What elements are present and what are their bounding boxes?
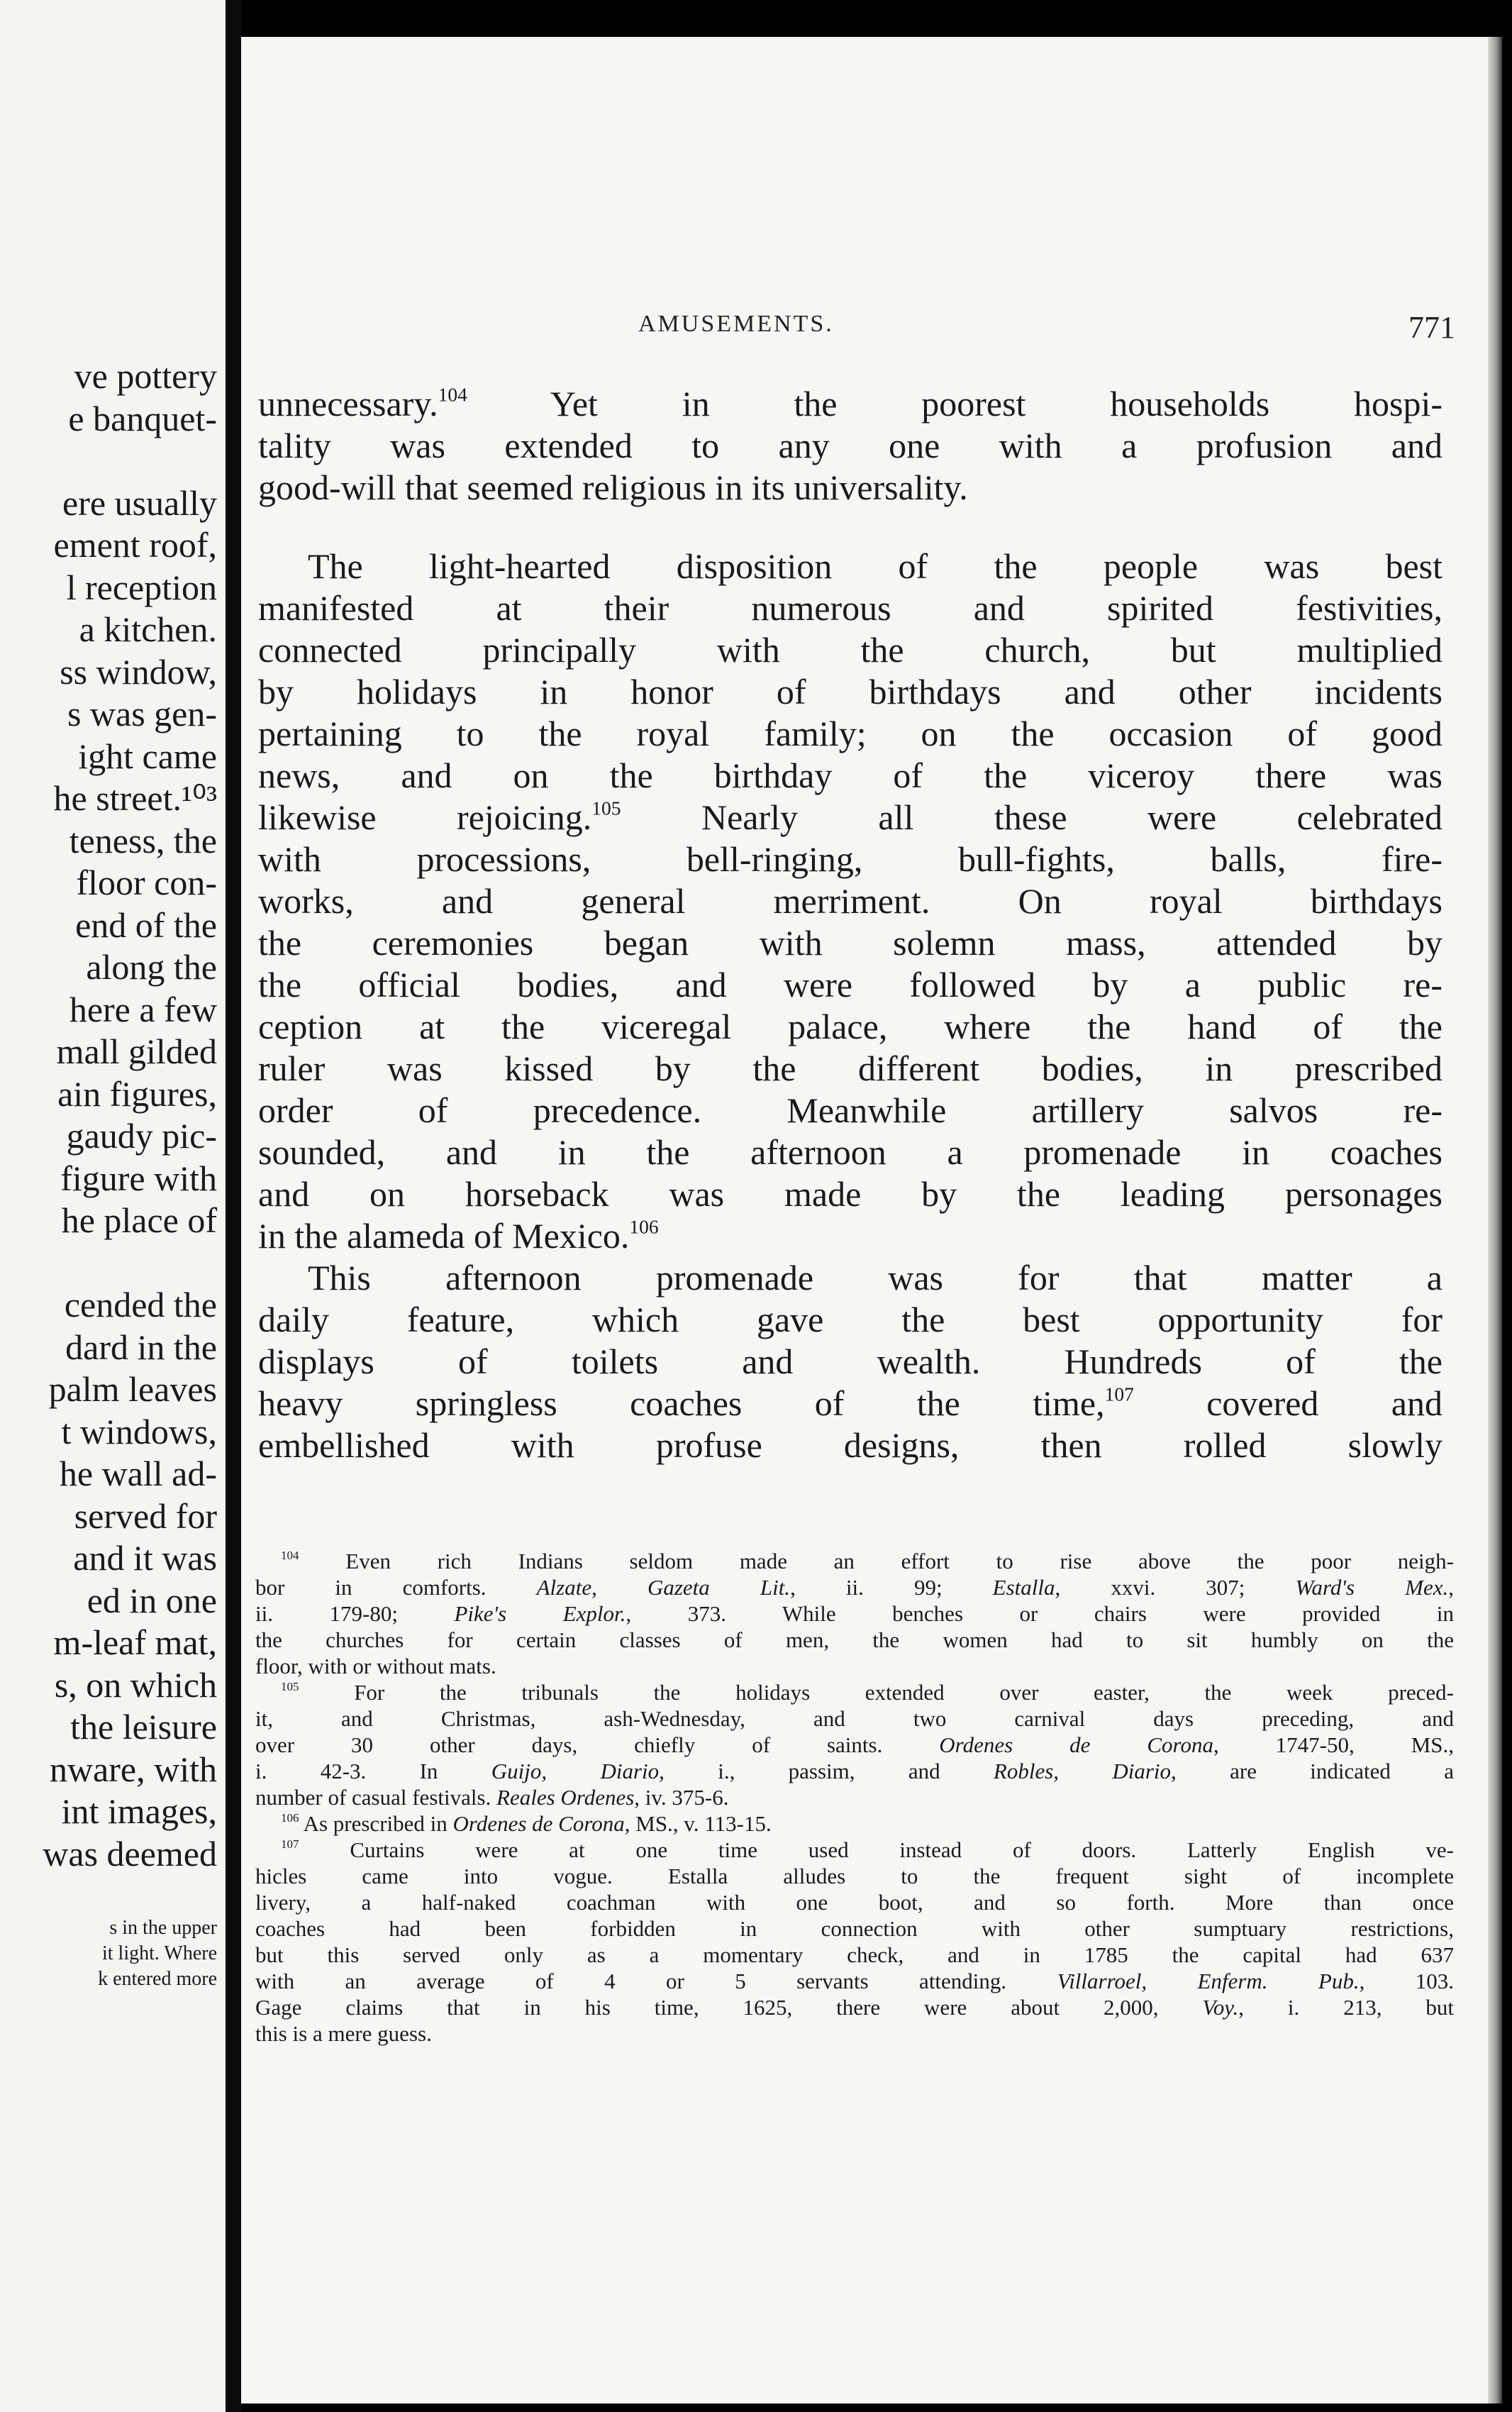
footnote-line: number of casual festivals. Reales Ordenes, iv. 375-6. bbox=[255, 1785, 729, 1810]
footnote-106: $^{106}$ As prescribed in Ordenes de Corona, MS., v. 113-15. bbox=[281, 1811, 772, 1836]
left-page-line: int images, bbox=[61, 1791, 217, 1831]
left-page-line: ere usually bbox=[62, 482, 217, 523]
left-page-line: ain figures, bbox=[57, 1073, 217, 1114]
left-page-line: he place of bbox=[61, 1200, 217, 1240]
body-line: manifested at their numerous and spirited festivities, bbox=[258, 588, 1442, 628]
left-page-line: palm leaves bbox=[48, 1369, 217, 1409]
body-line: ception at the viceregal palace, where the hand of the bbox=[258, 1007, 1442, 1046]
left-page-line: he wall ad- bbox=[59, 1454, 217, 1493]
left-page-line: l reception bbox=[66, 567, 217, 607]
left-page-footnote-line: s in the upper bbox=[109, 1917, 217, 1939]
left-page-line: end of the bbox=[75, 905, 217, 945]
left-page-line: ed in one bbox=[87, 1580, 217, 1620]
left-page-line: he street.¹⁰³ bbox=[53, 778, 217, 818]
footnote-line: over 30 other days, chiefly of saints. Ordenes de Corona, 1747-50, MS., bbox=[255, 1732, 1454, 1757]
left-page-line: a kitchen. bbox=[79, 609, 217, 649]
left-page-line: ight came bbox=[78, 736, 217, 776]
footnote-line: i. 42-3. In Guijo, Diario, i., passim, and Robles, Diario, are indicated a bbox=[255, 1759, 1454, 1783]
body-line: likewise rejoicing.$^{105}$ Nearly all these were celebrated bbox=[258, 797, 1442, 837]
body-text bbox=[258, 383, 1442, 1466]
footnote-105: $^{105}$ For the tribunals the holidays extended over easter, the week preced- bbox=[281, 1680, 1454, 1705]
left-page-line: teness, the bbox=[69, 820, 217, 861]
body-line: The light-hearted disposition of the people was best bbox=[308, 546, 1442, 586]
left-page-line: cended the bbox=[64, 1285, 217, 1324]
left-page-line: e banquet- bbox=[68, 398, 217, 438]
footnote-line: bor in comforts. Alzate, Gazeta Lit., ii. 99; Estalla, xxvi. 307; Ward's Mex., bbox=[255, 1575, 1454, 1600]
footnote-ref-105: 105 bbox=[591, 797, 621, 819]
body-line: and on horseback was made by the leading personages bbox=[258, 1174, 1442, 1214]
body-line: good-will that seemed religious in its universality. bbox=[258, 468, 968, 507]
left-page-line: and it was bbox=[73, 1538, 217, 1578]
left-page-line: floor con- bbox=[76, 863, 217, 902]
footnote-line: the churches for certain classes of men, the women had to sit humbly on the bbox=[255, 1627, 1454, 1652]
left-page-line: mall gilded bbox=[56, 1031, 217, 1071]
left-page-line: here a few bbox=[69, 989, 217, 1029]
footnote-line: but this served only as a momentary check, and in 1785 the capital had 637 bbox=[255, 1942, 1454, 1967]
body-line: in the alameda of Mexico.$^{106}$ bbox=[258, 1215, 659, 1256]
footnote-107: $^{107}$ Curtains were at one time used instead of doors. Latterly English ve- bbox=[281, 1837, 1454, 1862]
left-page-footnote-line: k entered more bbox=[98, 1968, 217, 1990]
body-line: works, and general merriment. On royal birthdays bbox=[258, 881, 1442, 921]
left-page-line: s was gen- bbox=[67, 694, 217, 734]
footnote-line: livery, a half-naked coachman with one boot, and so forth. More than once bbox=[255, 1890, 1454, 1915]
left-page-line: served for bbox=[74, 1495, 217, 1536]
footnote-ref-106: 106 bbox=[629, 1215, 659, 1238]
left-page-line: gaudy pic- bbox=[66, 1116, 217, 1156]
footnotes bbox=[255, 1548, 1454, 2047]
body-line: ruler was kissed by the different bodies, in prescribed bbox=[258, 1049, 1442, 1088]
body-line: with processions, bell-ringing, bull-fights, balls, fire- bbox=[258, 839, 1442, 879]
left-page-line: s, on which bbox=[54, 1664, 217, 1705]
body-line: This afternoon promenade was for that matter a bbox=[308, 1258, 1442, 1298]
footnote-line: coaches had been forbidden in connection with other sumptuary restrictions, bbox=[255, 1916, 1454, 1941]
footnote-104: $^{104}$ Even rich Indians seldom made an effort to rise above the poor neigh- bbox=[281, 1549, 1454, 1573]
body-line: unnecessary.$^{104}$ Yet in the poorest households hospi- bbox=[258, 383, 1442, 424]
body-line: heavy springless coaches of the time,$^{107}$ covered and bbox=[258, 1383, 1442, 1423]
left-page-line: ss window, bbox=[60, 651, 217, 692]
left-page-line: the leisure bbox=[70, 1707, 217, 1747]
page-gutter bbox=[226, 0, 241, 2412]
page-number: 771 bbox=[1408, 310, 1455, 345]
body-line: order of precedence. Meanwhile artillery salvos re- bbox=[258, 1090, 1442, 1130]
footnote-ref-107: 107 bbox=[1104, 1383, 1134, 1405]
footnote-line: it, and Christmas, ash-Wednesday, and two carnival days preceding, and bbox=[255, 1706, 1454, 1731]
footnote-line: floor, with or without mats. bbox=[255, 1654, 496, 1678]
body-line: the official bodies, and were followed by a public re- bbox=[258, 965, 1442, 1005]
left-page-fragment bbox=[0, 0, 226, 2412]
footnote-line: this is a mere guess. bbox=[255, 2021, 432, 2046]
left-page-footnote-line: it light. Where bbox=[102, 1942, 217, 1964]
running-head: AMUSEMENTS. bbox=[638, 311, 834, 337]
body-line: pertaining to the royal family; on the occasion of good bbox=[258, 714, 1442, 753]
body-line: connected principally with the church, but multiplied bbox=[258, 630, 1442, 670]
left-page-line: ement roof, bbox=[53, 525, 217, 565]
footnote-ref-104: 104 bbox=[438, 383, 467, 406]
footnote-line: Gage claims that in his time, 1625, there were about 2,000, Voy., i. 213, but bbox=[255, 1995, 1454, 2020]
page-edge-shadow bbox=[1488, 37, 1502, 2403]
body-line: tality was extended to any one with a profusion and bbox=[258, 426, 1442, 465]
left-page-line: ve pottery bbox=[74, 356, 217, 396]
left-page-line: m-leaf mat, bbox=[53, 1622, 217, 1662]
left-page-line: dard in the bbox=[65, 1327, 217, 1367]
body-line: sounded, and in the afternoon a promenade in coaches bbox=[258, 1132, 1442, 1172]
left-page-line: t windows, bbox=[61, 1411, 217, 1451]
left-page-line: along the bbox=[86, 947, 217, 987]
body-line: by holidays in honor of birthdays and other incidents bbox=[258, 672, 1442, 712]
body-line: embellished with profuse designs, then rolled slowly bbox=[258, 1425, 1442, 1465]
left-page-line: nware, with bbox=[49, 1749, 217, 1789]
body-line: daily feature, which gave the best opportunity for bbox=[258, 1300, 1442, 1339]
main-page bbox=[241, 37, 1502, 2403]
footnote-line: ii. 179-80; Pike's Explor., 373. While benches or chairs were provided in bbox=[255, 1601, 1454, 1626]
footnote-line: hicles came into vogue. Estalla alludes to the frequent sight of incomplete bbox=[255, 1864, 1454, 1888]
left-page-line: was deemed bbox=[43, 1833, 217, 1874]
footnote-line: with an average of 4 or 5 servants attending. Villarroel, Enferm. Pub., 103. bbox=[255, 1969, 1454, 1993]
body-line: the ceremonies began with solemn mass, attended by bbox=[258, 923, 1442, 963]
body-line: news, and on the birthday of the viceroy there was bbox=[258, 756, 1442, 795]
body-line: displays of toilets and wealth. Hundreds of the bbox=[258, 1341, 1442, 1381]
left-page-line: figure with bbox=[60, 1158, 217, 1198]
